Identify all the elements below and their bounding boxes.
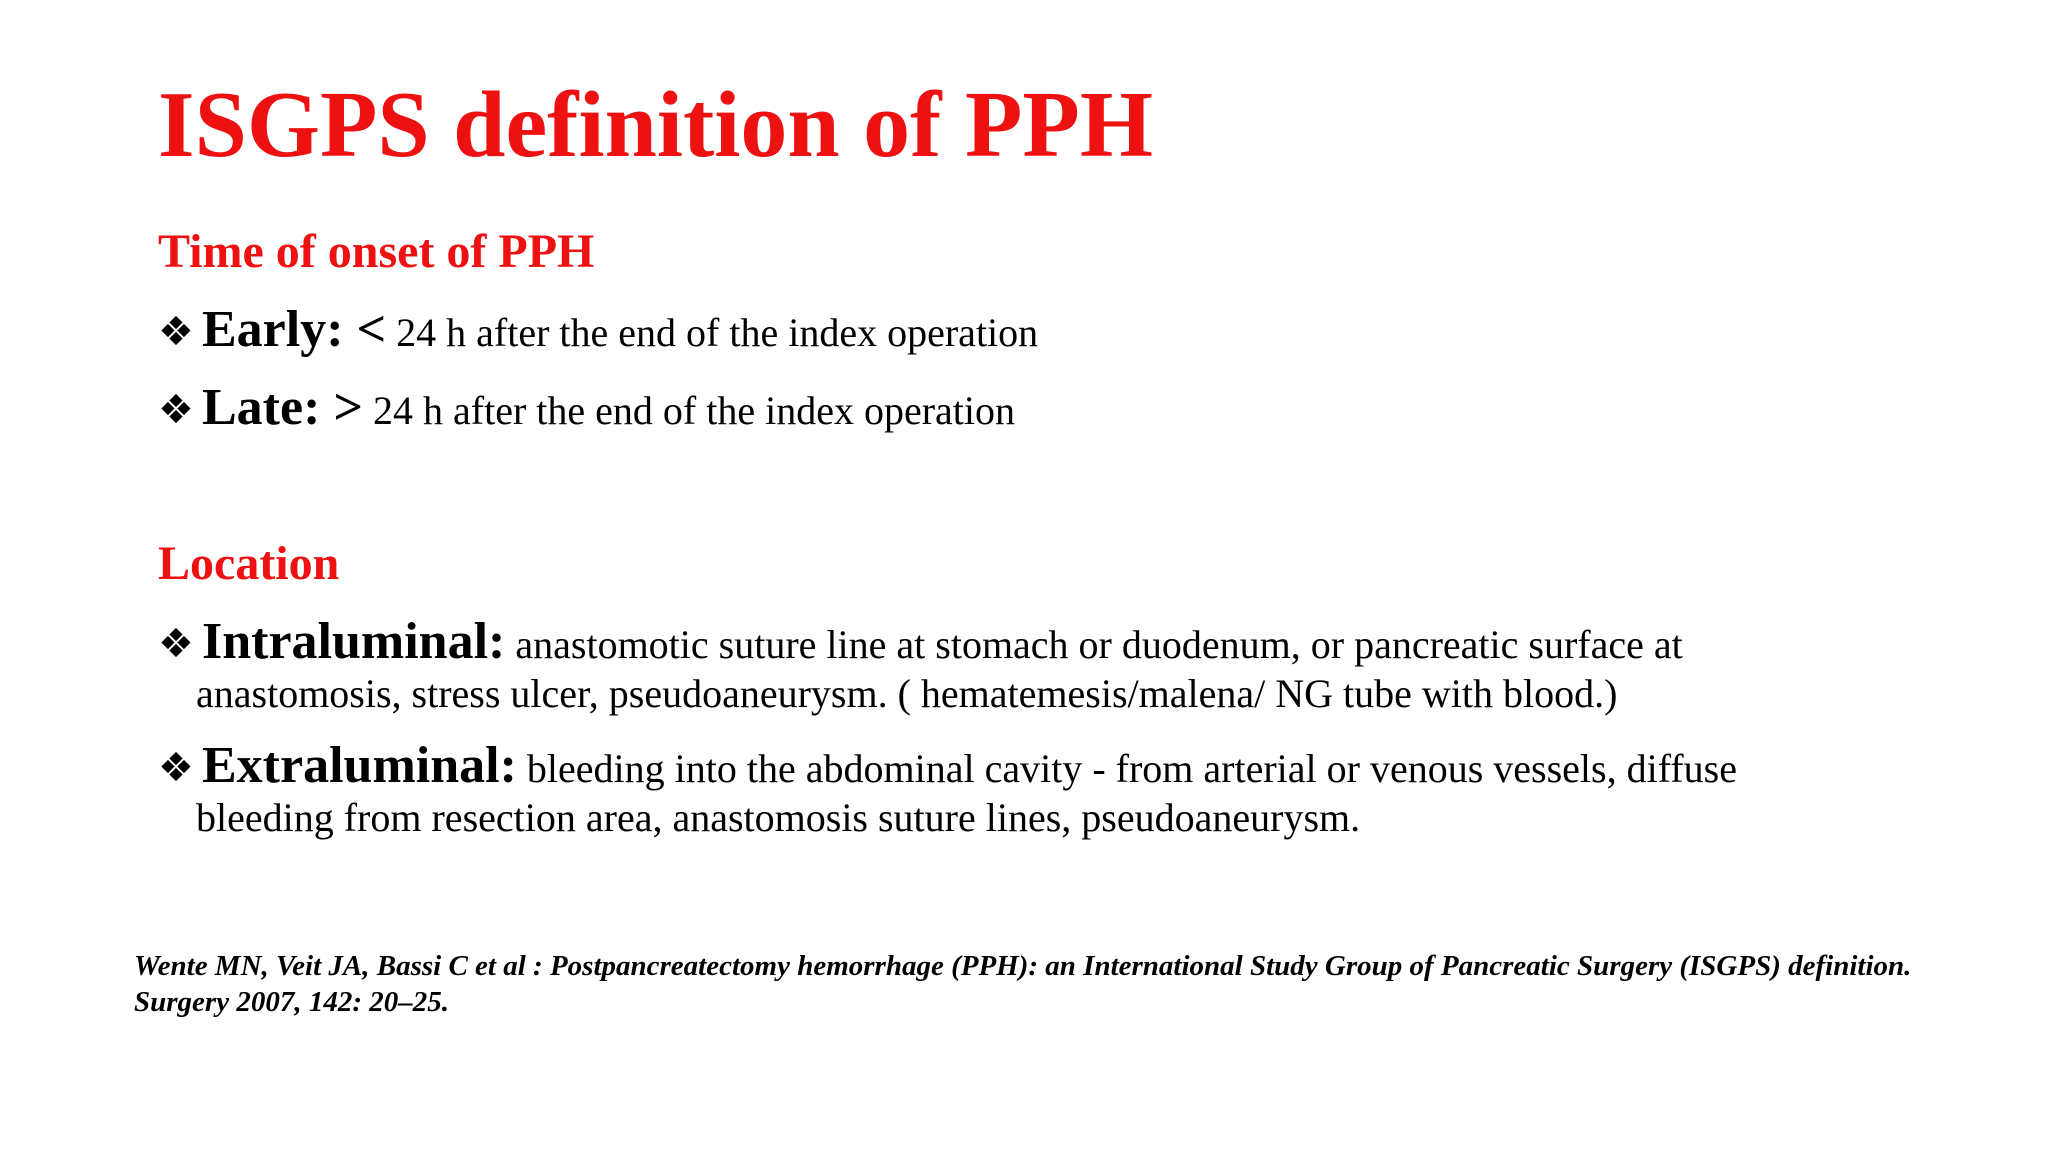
bullet-continuation: anastomosis, stress ulcer, pseudoaneurysm. ( hematemesis/malena/ NG tube with blood.) — [196, 671, 1618, 716]
slide-title: ISGPS definition of PPH — [158, 73, 1153, 177]
diamond-bullet-icon: ❖ — [158, 745, 194, 791]
citation — [134, 948, 2014, 1020]
bullet-intraluminal — [158, 613, 1938, 718]
bullet-text: 24 h after the end of the index operation — [386, 310, 1039, 355]
bullet-extraluminal — [158, 737, 1938, 842]
citation-line-2: Surgery 2007, 142: 20–25. — [134, 986, 449, 1018]
bullet-continuation: bleeding from resection area, anastomosis suture lines, pseudoaneurysm. — [196, 795, 1361, 840]
bullet-lead: Early: < — [202, 301, 387, 358]
section-heading-time-of-onset: Time of onset of PPH — [158, 225, 595, 278]
bullet-early — [158, 301, 1938, 358]
diamond-bullet-icon: ❖ — [158, 309, 194, 355]
bullet-text: 24 h after the end of the index operation — [363, 388, 1016, 433]
bullet-lead: Extraluminal: — [202, 737, 517, 794]
bullet-lead: Late: > — [202, 379, 364, 436]
section-heading-location: Location — [158, 537, 340, 590]
diamond-bullet-icon: ❖ — [158, 621, 194, 667]
citation-line-1: Wente MN, Veit JA, Bassi C et al : Postpancreatectomy hemorrhage (PPH): an International Study Group of Pancreatic Surgery (ISGPS) definition. — [134, 950, 1912, 982]
bullet-text: anastomotic suture line at stomach or duodenum, or pancreatic surface at — [505, 622, 1683, 667]
diamond-bullet-icon: ❖ — [158, 387, 194, 433]
bullet-text: bleeding into the abdominal cavity - from arterial or venous vessels, diffuse — [516, 746, 1737, 791]
bullet-late — [158, 379, 1938, 436]
bullet-lead: Intraluminal: — [202, 613, 506, 670]
